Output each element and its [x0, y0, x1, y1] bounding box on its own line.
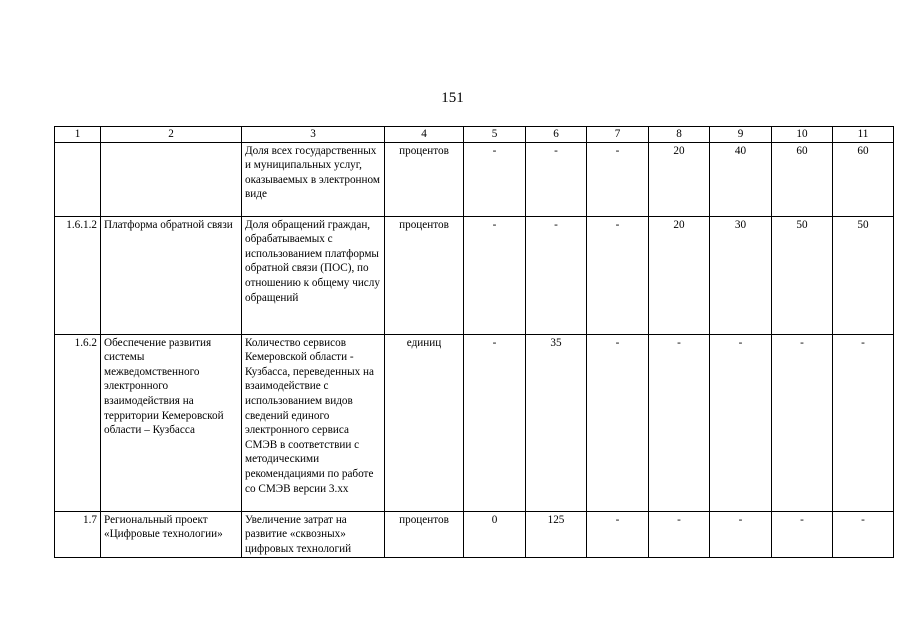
column-header: 4 — [385, 127, 464, 143]
row-value: 60 — [772, 142, 833, 216]
row-value: 20 — [649, 142, 710, 216]
row-value: 60 — [833, 142, 894, 216]
column-header: 9 — [710, 127, 772, 143]
row-value: - — [833, 511, 894, 557]
row-value: - — [772, 334, 833, 511]
row-value: 40 — [710, 142, 772, 216]
row-value: - — [587, 511, 649, 557]
row-value: - — [587, 216, 649, 334]
row-name: Региональный проект «Цифровые технологии» — [101, 511, 242, 557]
row-value: 125 — [526, 511, 587, 557]
column-header: 5 — [464, 127, 526, 143]
row-unit: единиц — [385, 334, 464, 511]
table-row — [55, 334, 894, 511]
row-number: 1.6.1.2 — [55, 216, 101, 334]
row-value: - — [464, 334, 526, 511]
column-header: 6 — [526, 127, 587, 143]
table-row — [55, 511, 894, 557]
row-unit: процентов — [385, 216, 464, 334]
table-row — [55, 216, 894, 334]
row-number: 1.6.2 — [55, 334, 101, 511]
column-header: 2 — [101, 127, 242, 143]
row-value: - — [526, 142, 587, 216]
column-header: 3 — [242, 127, 385, 143]
row-indicator: Доля обращений граждан, обрабатываемых с использованием платформы обратной связи (ПОС), по отношению к общему числу обращений — [242, 216, 385, 334]
row-value: - — [526, 216, 587, 334]
row-value: - — [710, 511, 772, 557]
row-value: - — [587, 142, 649, 216]
row-unit: процентов — [385, 511, 464, 557]
row-indicator: Доля всех государственных и муниципальных услуг, оказываемых в электронном виде — [242, 142, 385, 216]
row-value: - — [833, 334, 894, 511]
row-value: - — [464, 216, 526, 334]
column-header-row — [55, 127, 894, 143]
page-number: 151 — [441, 90, 464, 106]
row-name: Обеспечение развития системы межведомственного электронного взаимодействия на территории Кемеровской области – Кузбасса — [101, 334, 242, 511]
row-indicator: Количество сервисов Кемеровской области - Кузбасса, переведенных на взаимодействие с использованием видов сведений единого электронного сервиса СМЭВ в соответствии с методическими рекомендациями по работе со СМЭВ версии 3.xx — [242, 334, 385, 511]
column-header: 11 — [833, 127, 894, 143]
row-value: - — [587, 334, 649, 511]
column-header: 1 — [55, 127, 101, 143]
table-row — [55, 142, 894, 216]
indicators-table — [54, 126, 894, 558]
row-value: - — [649, 334, 710, 511]
row-value: - — [649, 511, 710, 557]
row-value: - — [772, 511, 833, 557]
row-name — [101, 142, 242, 216]
row-number: 1.7 — [55, 511, 101, 557]
row-value: 50 — [772, 216, 833, 334]
row-value: 50 — [833, 216, 894, 334]
column-header: 7 — [587, 127, 649, 143]
row-value: 35 — [526, 334, 587, 511]
row-value: 20 — [649, 216, 710, 334]
row-value: 0 — [464, 511, 526, 557]
row-name: Платформа обратной связи — [101, 216, 242, 334]
column-header: 8 — [649, 127, 710, 143]
row-indicator: Увеличение затрат на развитие «сквозных» цифровых технологий — [242, 511, 385, 557]
row-unit: процентов — [385, 142, 464, 216]
row-number — [55, 142, 101, 216]
row-value: - — [464, 142, 526, 216]
column-header: 10 — [772, 127, 833, 143]
row-value: 30 — [710, 216, 772, 334]
row-value: - — [710, 334, 772, 511]
